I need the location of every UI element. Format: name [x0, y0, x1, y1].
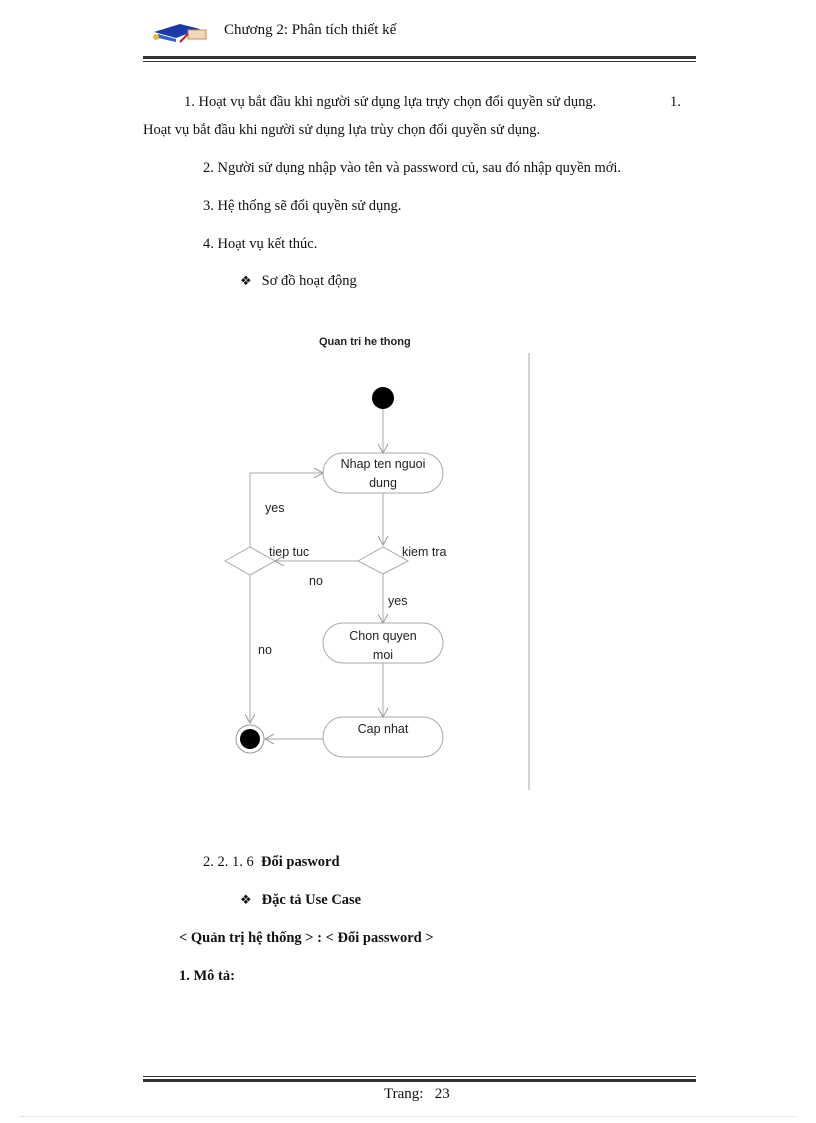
activity-heading-text: Sơ đồ hoạt động: [261, 273, 357, 289]
state2-label-line1: Chon quyen: [349, 629, 417, 643]
label-no-mid: no: [309, 574, 323, 588]
footer-rule-thick: [143, 1079, 696, 1082]
page-footer: [384, 1086, 450, 1103]
end-node: [240, 729, 260, 749]
state2-label-line2: moi: [372, 648, 394, 662]
decision-tiep-tuc: [225, 547, 275, 575]
activity-heading: [240, 273, 357, 290]
usecase-heading: [240, 892, 361, 909]
para1-number: 1.: [670, 94, 681, 110]
state1-label-line2: dung: [369, 476, 397, 490]
footer-rule-thin: [143, 1076, 696, 1077]
usecase-heading-text: Đặc tả Use Case: [261, 892, 362, 908]
section-number: 2. 2. 1. 6: [203, 854, 254, 870]
diamond-bullet-icon: ❖: [240, 274, 252, 289]
page-number: 23: [434, 1086, 450, 1102]
flow-continue-to-state1: [250, 473, 323, 547]
page-bottom-dots: [20, 1116, 796, 1117]
header-rule-thin: [143, 61, 696, 62]
start-node: [372, 387, 394, 409]
para1-line1: 1. Hoạt vụ bắt đầu khi người sử dụng lựa trựy chọn đổi quyền sử dụng.: [184, 94, 597, 110]
state3-label: Cap nhat: [357, 722, 409, 736]
label-kiem-tra: kiem tra: [402, 545, 447, 559]
header-logo-icon: [150, 20, 210, 44]
footer-label: Trang:: [384, 1086, 424, 1102]
description-heading: 1. Mô tả:: [179, 968, 235, 984]
usecase-name: < Quản trị hệ thống > : < Đổi password >: [179, 930, 434, 946]
section-heading: [203, 854, 340, 871]
label-yes-mid: yes: [388, 594, 408, 608]
para1-line2: Hoạt vụ bắt đầu khi người sử dụng lựa trùy chọn đổi quyền sử dụng.: [143, 122, 541, 138]
step-4: 4. Hoạt vụ kết thúc.: [203, 236, 318, 252]
swimlane-label: Quan tri he thong: [319, 336, 411, 348]
chapter-title: Chương 2: Phân tích thiết kế: [224, 22, 397, 38]
activity-diagram: [215, 325, 535, 795]
header-rule-thick: [143, 56, 696, 59]
section-title: Đổi pasword: [261, 854, 340, 870]
step-3: 3. Hệ thống sẽ đổi quyền sử dụng.: [203, 198, 402, 214]
decision-kiem-tra: [358, 547, 408, 574]
label-no-left: no: [258, 643, 272, 657]
step-2: 2. Người sử dụng nhập vào tên và password củ, sau đó nhập quyền mới.: [203, 160, 622, 176]
state1-label-line1: Nhap ten nguoi: [340, 457, 426, 471]
label-tiep-tuc: tiep tuc: [269, 545, 310, 559]
diamond-bullet-icon: ❖: [240, 893, 252, 908]
label-yes-top: yes: [265, 501, 285, 515]
